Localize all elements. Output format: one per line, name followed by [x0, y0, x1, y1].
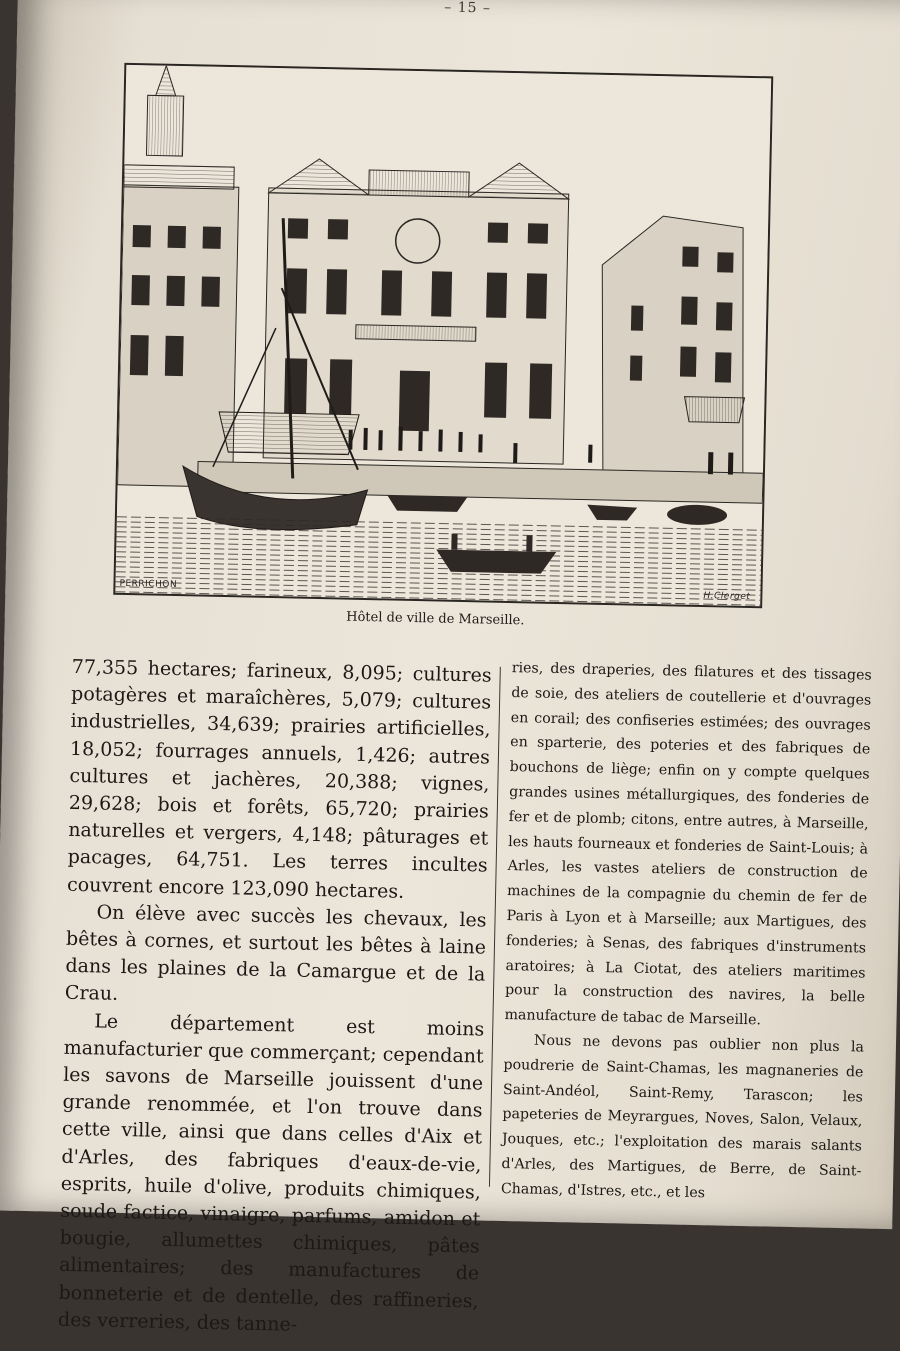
left-paragraph: On élève avec succès les chevaux, les bêtes à cornes, et surtout les bêtes à laine dans les plaines de la Camargue et de la Crau.	[64, 901, 487, 1006]
engraving-illustration	[113, 63, 773, 608]
left-paragraph: Le département est moins manufacturier que commerçant; cependant les savons de Marseille jouissent d'une grande renommée, et l'on trouve dans cette ville, ainsi que dans celles d'Aix et d'Arles, des fabriques d'eaux-de-vie, esprits, huile d'olive, produits chimiques, soude factice, vinaigre, parfums, amidon et bougie, allumettes chimiques, pâtes alimentaires; des manufactures de bonneterie et de dentelle, des raffineries, des verreries, des tanne-	[57, 1010, 485, 1336]
right-text-column	[501, 656, 872, 1209]
left-paragraph: 77,355 hectares; farineux, 8,095; cultures potagères et maraîchères, 5,079; cultures industrielles, 34,639; prairies artificielles, 18,052; fourrages annuels, 1,426; autres cultures et jachères, 20,388; vignes, 29,628; bois et forêts, 65,720; prairies naturelles et vergers, 4,148; pâturages et pacages, 64,751. Les terres incultes couvrent encore 123,090 hectares.	[66, 655, 492, 903]
illustration-caption: Hôtel de ville de Marseille.	[346, 609, 525, 629]
left-text-column	[58, 654, 492, 1343]
page-number: – 15 –	[444, 0, 492, 17]
right-paragraph: ries, des draperies, des filatures et des tissages de soie, des ateliers de coutellerie et d'ouvrages en corail; des confiseries estimées; des ouvrages en sparterie, des poteries et des fabriques de bouchons de liège; enfin on y compte quelques grandes usines métallurgiques, des fonderies de fer et de plomb; citons, entre autres, à Marseille, les hauts fourneaux et fonderies de Saint-Louis; à Arles, les vastes ateliers de construction de machines de la compagnie du chemin de fer de Paris à Lyon et à Marseille; aux Martigues, des fonderies; à Senas, des fabriques d'instruments aratoires; à La Ciotat, des ateliers maritimes pour la construction des navires, la belle manufacture de tabac de Marseille.	[504, 660, 872, 1029]
engraver-signature-left: PERRICHON	[119, 578, 178, 591]
hotel-de-ville-engraving	[115, 65, 771, 606]
column-divider	[489, 667, 501, 1187]
engraver-signature-right: H.Clerget	[703, 591, 751, 603]
right-building	[598, 215, 748, 478]
right-paragraph: Nous ne devons pas oublier non plus la poudrerie de Saint-Chamas, les magnaneries de Saint-Andéol, Saint-Remy, Tarascon; les papeteries de Meyrargues, Noves, Salon, Velaux, Jouques, etc.; l'exploitation des marais salants d'Arles, des Martigues, de Berre, de Saint-Chamas, d'Istres, etc., et les	[500, 1032, 865, 1201]
